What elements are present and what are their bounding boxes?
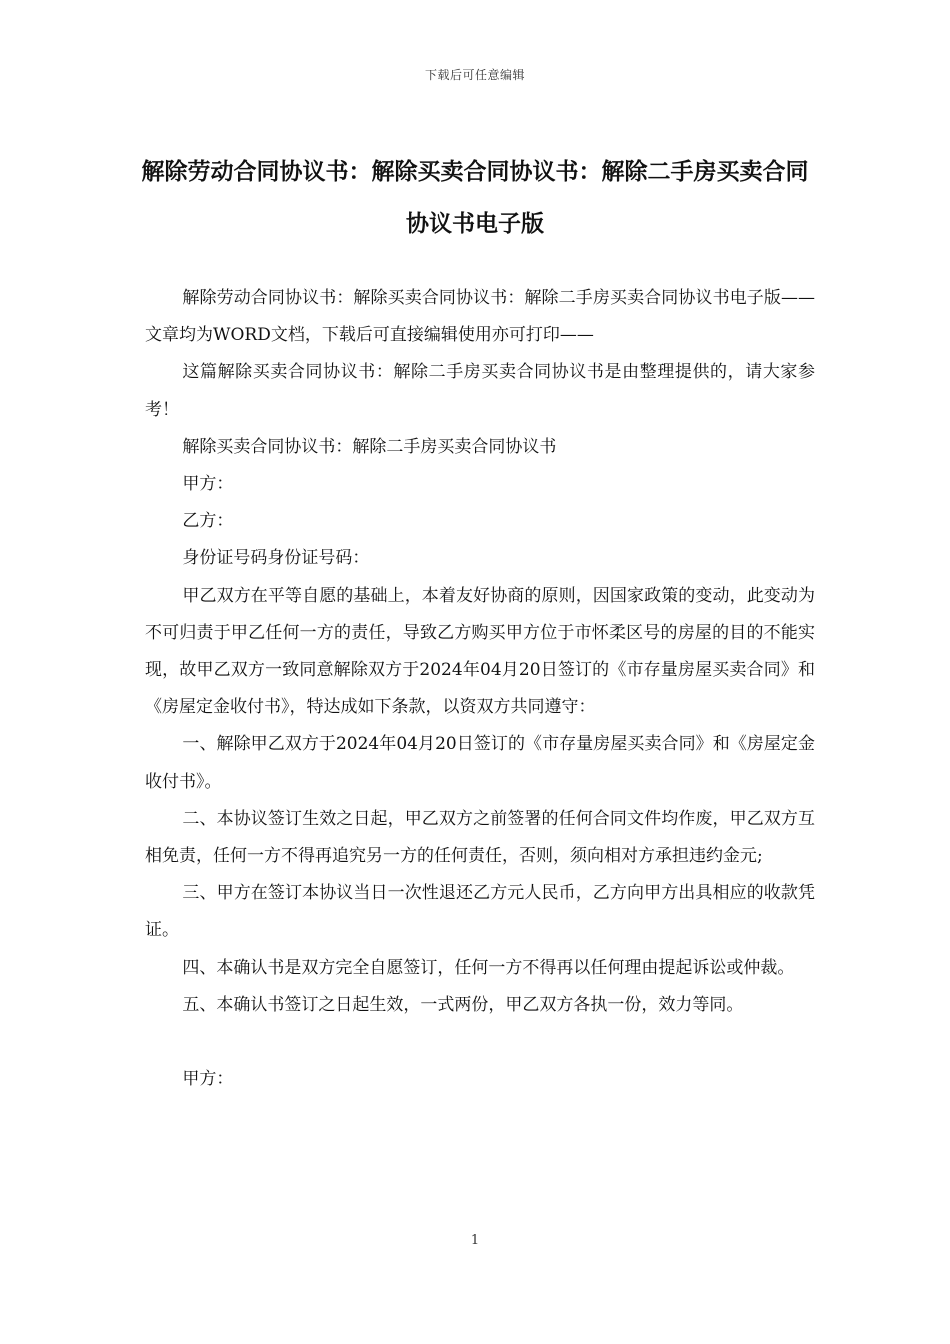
document-body [145,280,815,1098]
clause-5: 五、本确认书签订之日起生效，一式两份，甲乙双方各执一份，效力等同。 [182,994,744,1015]
paragraph-intro: 解除劳动合同协议书：解除买卖合同协议书：解除二手房买卖合同协议书电子版——文章均为WORD文档，下载后可直接编辑使用亦可打印—— [145,288,815,346]
clause-2: 二、本协议签订生效之日起，甲乙双方之前签署的任何合同文件均作废，甲乙双方互相免责，任何一方不得再追究另一方的任何责任，否则，须向相对方承担违约金元; [145,808,815,867]
header-note: 下载后可任意编辑 [424,68,525,82]
spacer [145,1024,815,1061]
party-a-label: 甲方： [182,474,234,495]
party-b-label: 乙方： [182,511,234,532]
clause-3: 三、甲方在签订本协议当日一次性退还乙方元人民币，乙方向甲方出具相应的收款凭证。 [145,883,815,941]
id-number-label: 身份证号码身份证号码： [182,548,370,569]
clause-4: 四、本确认书是双方完全自愿签订，任何一方不得再以任何理由提起诉讼或仲裁。 [182,957,795,978]
signature-party-a: 甲方： [182,1069,234,1090]
paragraph-preamble: 甲乙双方在平等自愿的基础上，本着友好协商的原则，因国家政策的变动，此变动为不可归责于甲乙任何一方的责任，导致乙方购买甲方位于市怀柔区号的房屋的目的不能实现，故甲乙双方一致同意解除双方于2024年04月20日签订的《市存量房屋买卖合同》和《房屋定金收付书》，特达成如下条款，以资双方共同遵守： [145,585,815,718]
paragraph-subtitle: 解除买卖合同协议书：解除二手房买卖合同协议书 [182,436,557,457]
document-title: 解除劳动合同协议书：解除买卖合同协议书：解除二手房买卖合同协议书电子版 [141,159,809,237]
paragraph-reference: 这篇解除买卖合同协议书：解除二手房买卖合同协议书是由整理提供的，请大家参考！ [145,362,815,420]
page-number: 1 [470,1233,480,1248]
clause-1: 一、解除甲乙双方于2024年04月20日签订的《市存量房屋买卖合同》和《房屋定金收付书》。 [145,734,815,792]
